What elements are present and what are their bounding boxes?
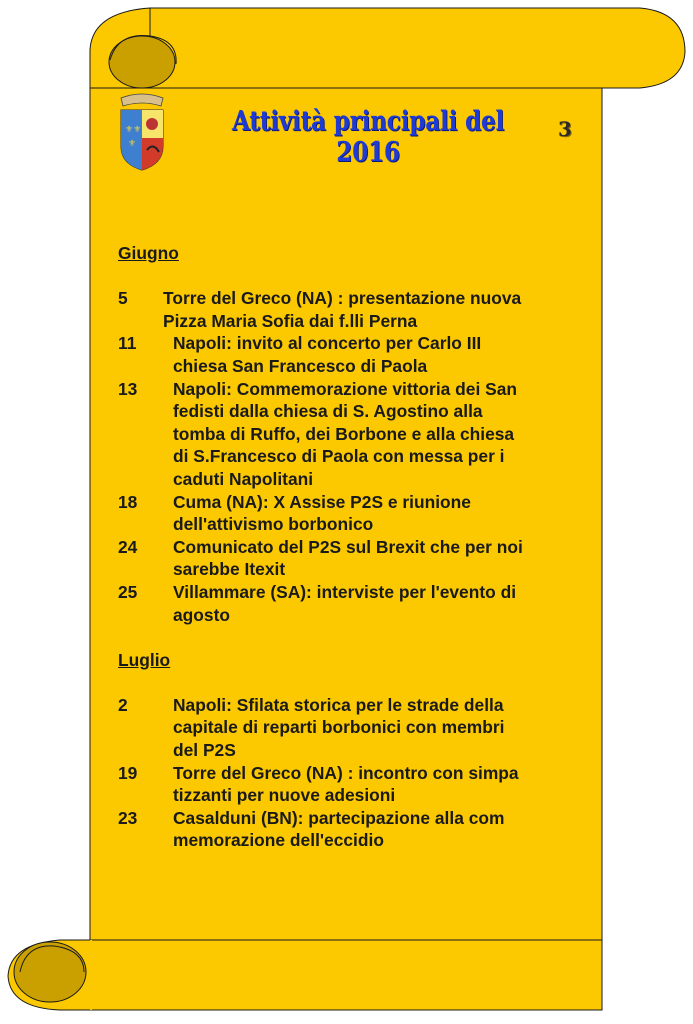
event-day: 25 xyxy=(118,581,138,602)
event-text: Napoli: invito al concerto per Carlo III chiesa San Francesco di Paola xyxy=(173,333,482,376)
page-number: 3 xyxy=(558,117,572,141)
list-item xyxy=(118,378,588,491)
event-day: 13 xyxy=(118,378,138,399)
event-day: 23 xyxy=(118,807,138,828)
list-item xyxy=(118,694,588,762)
month-heading: Luglio xyxy=(118,649,171,670)
event-day: 2 xyxy=(118,694,128,715)
list-item xyxy=(118,762,588,807)
event-text: Comunicato del P2S sul Brexit che per noi sarebbe Itexit xyxy=(173,536,523,580)
list-item xyxy=(118,536,588,581)
event-list xyxy=(118,287,588,626)
event-list xyxy=(118,694,588,852)
month-heading: Giugno xyxy=(118,243,179,263)
event-day: 18 xyxy=(118,491,138,512)
event-day: 19 xyxy=(118,762,138,783)
event-text: Napoli: Sfilata storica per le strade della capitale di reparti borbonici con membri del P2S xyxy=(173,694,505,761)
event-text: Casalduni (BN): partecipazione alla com memorazione dell'eccidio xyxy=(173,807,505,851)
event-text: Torre del Greco (NA) : presentazione nuova Pizza Maria Sofia dai f.lli Perna xyxy=(163,288,522,331)
section-luglio xyxy=(118,649,588,852)
list-item xyxy=(118,332,588,377)
section-giugno xyxy=(118,242,588,626)
event-text: Torre del Greco (NA) : incontro con simpa tizzanti per nuove adesioni xyxy=(173,762,519,806)
event-text: Napoli: Commemorazione vittoria dei San fedisti dalla chiesa di S. Agostino alla tomba di Ruffo, dei Borbone e alla chiesa di S.Francesco di Paola con messa per i caduti Napolitani xyxy=(173,378,518,489)
event-text: Villammare (SA): interviste per l'evento di agosto xyxy=(173,581,517,625)
list-item xyxy=(118,491,588,536)
list-item xyxy=(118,807,588,852)
list-item xyxy=(118,287,588,332)
activities-list xyxy=(118,242,588,852)
event-day: 11 xyxy=(118,333,137,354)
page-title: Attività principali del 2016 xyxy=(231,106,505,168)
svg-text:⚜: ⚜ xyxy=(128,139,137,149)
list-item xyxy=(118,581,588,626)
coat-of-arms-icon xyxy=(115,92,169,172)
event-day: 24 xyxy=(118,536,138,557)
event-text: Cuma (NA): X Assise P2S e riunione dell'attivismo borbonico xyxy=(173,491,471,535)
event-day: 5 xyxy=(118,288,128,309)
svg-text:⚜⚜: ⚜⚜ xyxy=(125,125,142,135)
